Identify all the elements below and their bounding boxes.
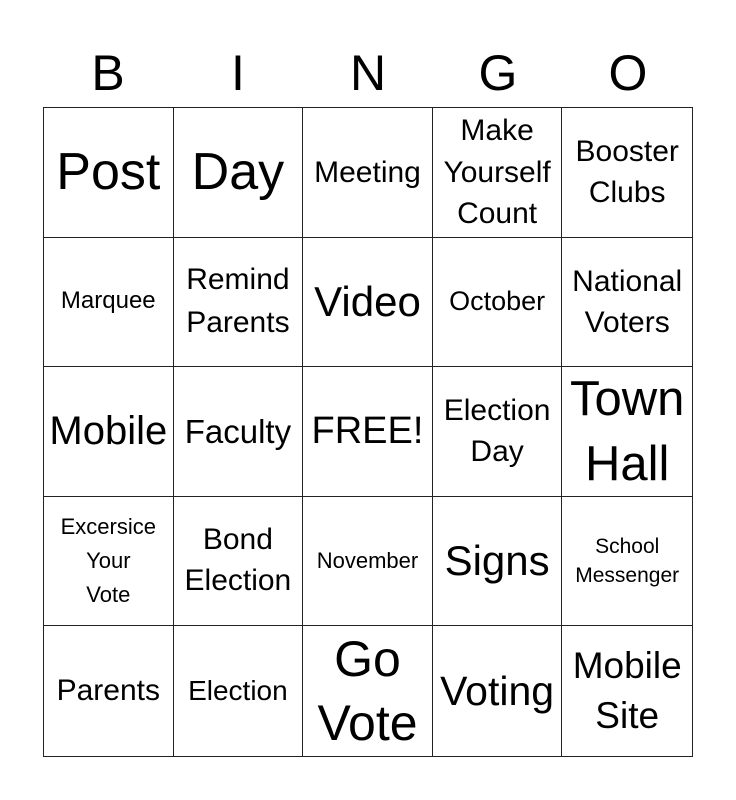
cell-text: Faculty [184, 412, 292, 450]
cell-text: Marquee [60, 287, 156, 315]
bingo-cell-r3c4[interactable] [433, 367, 563, 497]
header-letter-i: I [231, 45, 245, 101]
cell-text: October [449, 286, 546, 317]
bingo-cell-r5c1[interactable] [44, 626, 174, 756]
bingo-cell-r4c4[interactable] [433, 497, 563, 627]
bingo-cell-r5c4[interactable] [433, 626, 563, 756]
bingo-cell-r4c1[interactable] [44, 497, 174, 627]
cell-text: Excersice Your Vote [60, 513, 156, 608]
cell-text: Remind Parents [186, 263, 290, 339]
cell-text: National Voters [572, 264, 683, 339]
bingo-cell-r5c3[interactable] [303, 626, 433, 756]
bingo-cell-r2c2[interactable] [174, 238, 304, 368]
bingo-board [43, 107, 693, 757]
bingo-header [43, 40, 693, 106]
cell-text: Day [191, 143, 285, 202]
bingo-cell-r2c4[interactable] [433, 238, 563, 368]
cell-text: School Messenger [575, 534, 680, 588]
header-letter-g: G [478, 45, 518, 101]
cell-text: November [316, 548, 419, 573]
cell-text: FREE! [311, 409, 424, 452]
cell-text: Election [188, 675, 288, 707]
cell-text: Mobile Site [572, 645, 682, 737]
cell-text: Go Vote [317, 631, 418, 752]
bingo-cell-r4c3[interactable] [303, 497, 433, 627]
bingo-cell-r3c2[interactable] [174, 367, 304, 497]
cell-text: Bond Election [184, 523, 292, 598]
cell-text: Make Yourself Count [443, 114, 551, 230]
cell-text: Voting [440, 667, 555, 714]
cell-text: Town Hall [570, 371, 685, 491]
header-letter-n: N [349, 45, 387, 101]
bingo-cell-r2c1[interactable] [44, 238, 174, 368]
bingo-cell-r3c5[interactable] [562, 367, 692, 497]
header-letter-b: B [91, 45, 125, 101]
cell-text: Meeting [314, 155, 421, 189]
bingo-cell-r3c1[interactable] [44, 367, 174, 497]
bingo-cell-r1c5[interactable] [562, 108, 692, 238]
bingo-cell-r1c3[interactable] [303, 108, 433, 238]
bingo-cell-r5c5[interactable] [562, 626, 692, 756]
bingo-cell-r5c2[interactable] [174, 626, 304, 756]
bingo-cell-r3c3[interactable] [303, 367, 433, 497]
bingo-cell-r2c3[interactable] [303, 238, 433, 368]
bingo-cell-r4c5[interactable] [562, 497, 692, 627]
bingo-cell-r1c2[interactable] [174, 108, 304, 238]
cell-text: Signs [444, 537, 550, 584]
cell-text: Election Day [443, 394, 551, 469]
bingo-cell-r2c5[interactable] [562, 238, 692, 368]
cell-text: Booster Clubs [575, 134, 679, 210]
cell-text: Video [314, 277, 421, 325]
bingo-cell-r1c1[interactable] [44, 108, 174, 238]
cell-text: Post [56, 143, 161, 202]
header-letter-o: O [608, 45, 648, 101]
bingo-cell-r1c4[interactable] [433, 108, 563, 238]
cell-text: Parents [56, 674, 160, 708]
bingo-cell-r4c2[interactable] [174, 497, 304, 627]
cell-text: Mobile [49, 409, 168, 454]
